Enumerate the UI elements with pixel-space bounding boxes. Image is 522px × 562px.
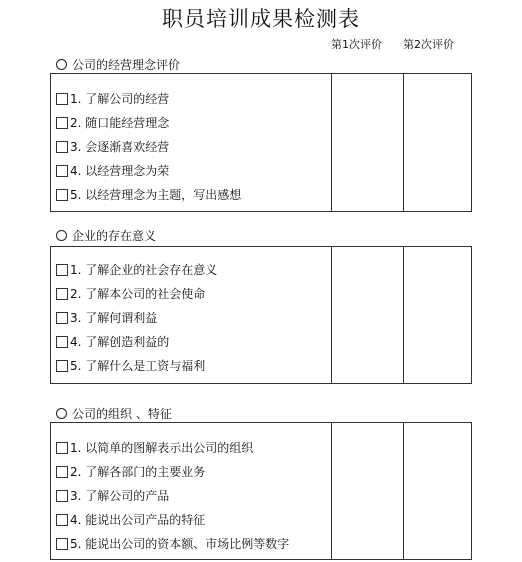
radio-circle-icon[interactable] bbox=[56, 408, 67, 419]
column-divider bbox=[403, 246, 404, 384]
checklist-item[interactable] bbox=[56, 139, 169, 155]
column-divider bbox=[331, 246, 332, 384]
checklist-item[interactable] bbox=[56, 187, 241, 203]
checklist-item-label: 3. 了解公司的产品 bbox=[70, 489, 170, 503]
section-heading[interactable] bbox=[56, 56, 180, 72]
column-divider bbox=[331, 422, 332, 560]
checkbox-icon[interactable] bbox=[56, 189, 68, 201]
checklist-item-label: 2. 了解本公司的社会使命 bbox=[70, 287, 206, 301]
checkbox-icon[interactable] bbox=[56, 288, 68, 300]
checklist-item-label: 4. 了解创造利益的 bbox=[70, 335, 170, 349]
section-heading-label: 公司的经营理念评价 bbox=[72, 57, 181, 72]
checklist-item[interactable] bbox=[56, 358, 205, 374]
checkbox-icon[interactable] bbox=[56, 312, 68, 324]
page-title: 职员培训成果检测表 bbox=[162, 7, 360, 31]
column-divider bbox=[403, 73, 404, 212]
radio-circle-icon[interactable] bbox=[56, 59, 67, 70]
radio-circle-icon[interactable] bbox=[56, 230, 67, 241]
checklist-item-label: 4. 以经营理念为荣 bbox=[70, 164, 170, 178]
checkbox-icon[interactable] bbox=[56, 538, 68, 550]
checklist-item-label: 3. 了解何谓利益 bbox=[70, 311, 158, 325]
checkbox-icon[interactable] bbox=[56, 466, 68, 478]
checkbox-icon[interactable] bbox=[56, 93, 68, 105]
evaluation-table bbox=[50, 246, 472, 384]
evaluation-table bbox=[50, 73, 472, 212]
section-heading-label: 公司的组织 、特征 bbox=[72, 406, 172, 421]
checklist-item-label: 1. 了解公司的经营 bbox=[70, 92, 170, 106]
checklist-item[interactable] bbox=[56, 91, 169, 107]
checkbox-icon[interactable] bbox=[56, 490, 68, 502]
column-divider bbox=[331, 73, 332, 212]
checklist-item-label: 1. 以简单的图解表示出公司的组织 bbox=[70, 441, 254, 455]
checkbox-icon[interactable] bbox=[56, 514, 68, 526]
checklist-item-label: 1. 了解企业的社会存在意义 bbox=[70, 263, 218, 277]
checkbox-icon[interactable] bbox=[56, 336, 68, 348]
checklist-item[interactable] bbox=[56, 488, 169, 504]
checklist-item-label: 2. 随口能经营理念 bbox=[70, 116, 170, 130]
checklist-item-label: 5. 以经营理念为主题，写出感想 bbox=[70, 188, 242, 202]
checkbox-icon[interactable] bbox=[56, 165, 68, 177]
checklist-item[interactable] bbox=[56, 334, 169, 350]
checkbox-icon[interactable] bbox=[56, 117, 68, 129]
column-divider bbox=[403, 422, 404, 560]
checklist-item-label: 3. 会逐渐喜欢经营 bbox=[70, 140, 170, 154]
checklist-item-label: 5. 能说出公司的资本额、市场比例等数字 bbox=[70, 537, 290, 551]
checkbox-icon[interactable] bbox=[56, 360, 68, 372]
section-heading-label: 企业的存在意义 bbox=[72, 228, 157, 243]
checklist-item[interactable] bbox=[56, 163, 169, 179]
checklist-item[interactable] bbox=[56, 536, 289, 552]
column-header-first-evaluation: 第1次评价 bbox=[331, 38, 382, 51]
section-heading[interactable] bbox=[56, 405, 172, 421]
checklist-item[interactable] bbox=[56, 464, 205, 480]
checklist-item-label: 4. 能说出公司产品的特征 bbox=[70, 513, 206, 527]
checklist-item[interactable] bbox=[56, 440, 253, 456]
checklist-item[interactable] bbox=[56, 286, 205, 302]
checklist-item[interactable] bbox=[56, 512, 205, 528]
checklist-item[interactable] bbox=[56, 262, 217, 278]
section-heading[interactable] bbox=[56, 227, 156, 243]
checklist-item-label: 5. 了解什么是工资与福利 bbox=[70, 359, 206, 373]
column-header-second-evaluation: 第2次评价 bbox=[403, 38, 454, 51]
checkbox-icon[interactable] bbox=[56, 264, 68, 276]
evaluation-table bbox=[50, 422, 472, 560]
checklist-item-label: 2. 了解各部门的主要业务 bbox=[70, 465, 206, 479]
checklist-item[interactable] bbox=[56, 310, 157, 326]
checkbox-icon[interactable] bbox=[56, 141, 68, 153]
checkbox-icon[interactable] bbox=[56, 442, 68, 454]
checklist-item[interactable] bbox=[56, 115, 169, 131]
